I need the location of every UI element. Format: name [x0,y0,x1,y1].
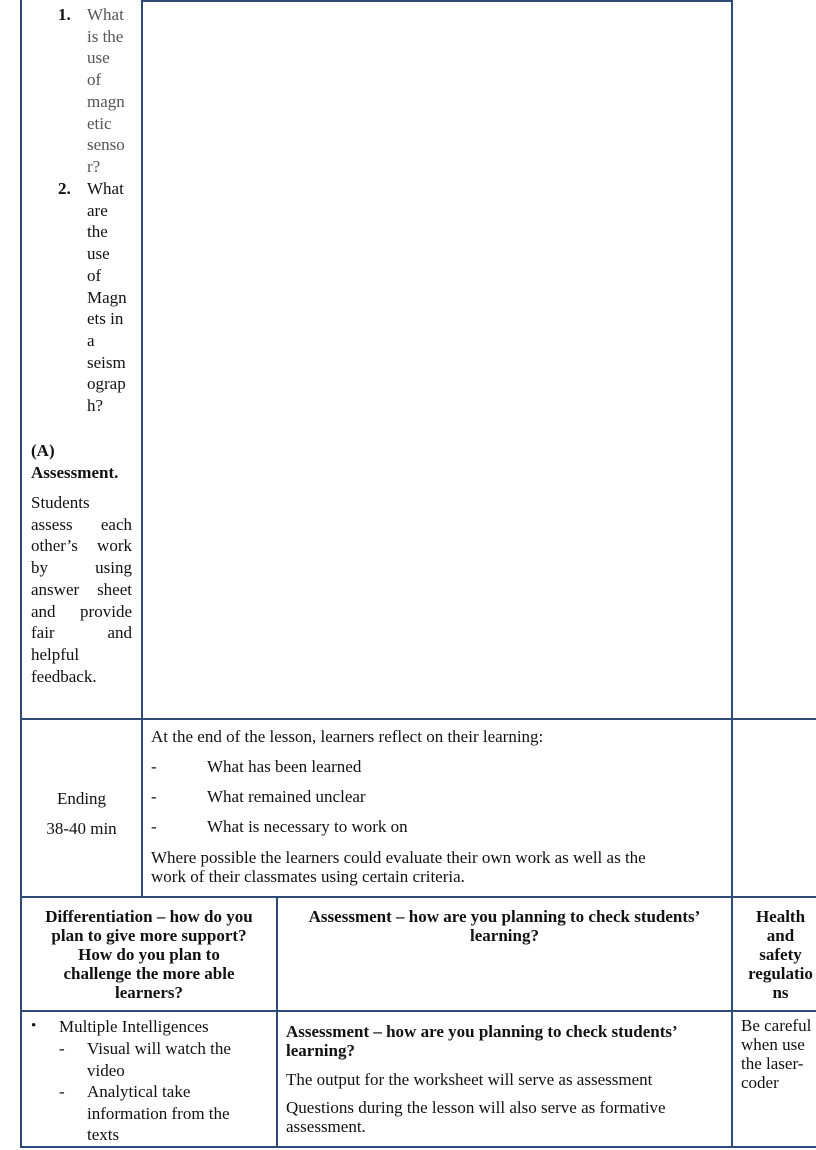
assessment-description: Students assess each other’s work by using answer sheet and provide fair and helpful feedback. [31,493,132,686]
table-border-row2 [20,896,816,898]
health-safety-header: Health and safety regulatio ns [748,907,813,1002]
sub-item-dash-2: - [59,1082,65,1101]
table-border-top [141,0,733,2]
question-2-number: 2. [58,179,71,198]
table-border-row1 [20,718,816,720]
ending-item-dash-2: - [151,787,157,806]
assessment-heading: (A) Assessment. [31,441,119,482]
ending-item-2: What remained unclear [207,787,366,806]
question-1-text: What is the use of magn etic senso r? [87,5,125,176]
bullet-icon: • [31,1018,37,1034]
ending-item-1: What has been learned [207,757,362,776]
assessment-questions-text: Questions during the lesson will also serve as formative assessment. [286,1098,666,1136]
assessment-row-heading: Assessment – how are you planning to check students’ learning? [286,1022,678,1060]
health-safety-text: Be careful when use the laser- coder [741,1016,812,1092]
assessment-output-text: The output for the worksheet will serve as assessment [286,1070,653,1089]
ending-item-dash-3: - [151,817,157,836]
question-2-text: What are the use of Magn ets in a seism ograp h? [87,179,127,416]
differentiation-header: Differentiation – how do you plan to give more support? How do you plan to challenge the more able learners? [45,907,253,1002]
sub-item-visual: Visual will watch the video [87,1039,231,1080]
sub-item-dash-1: - [59,1039,65,1058]
table-border-bottom [20,1146,816,1148]
ending-item-dash-1: - [151,757,157,776]
ending-evaluation: Where possible the learners could evaluate their own work as well as the work of their classmates using certain criteria. [151,848,646,886]
assessment-header: Assessment – how are you planning to check students’ learning? [308,907,701,945]
ending-item-3: What is necessary to work on [207,817,408,836]
multiple-intelligences: Multiple Intelligences [59,1017,209,1036]
table-border-col1 [141,0,143,898]
sub-item-analytical: Analytical take information from the texts [87,1082,230,1145]
ending-label: Ending 38-40 min [46,789,117,838]
question-1-number: 1. [58,5,71,24]
table-border-row3 [20,1010,816,1012]
ending-intro: At the end of the lesson, learners reflect on their learning: [151,727,544,746]
